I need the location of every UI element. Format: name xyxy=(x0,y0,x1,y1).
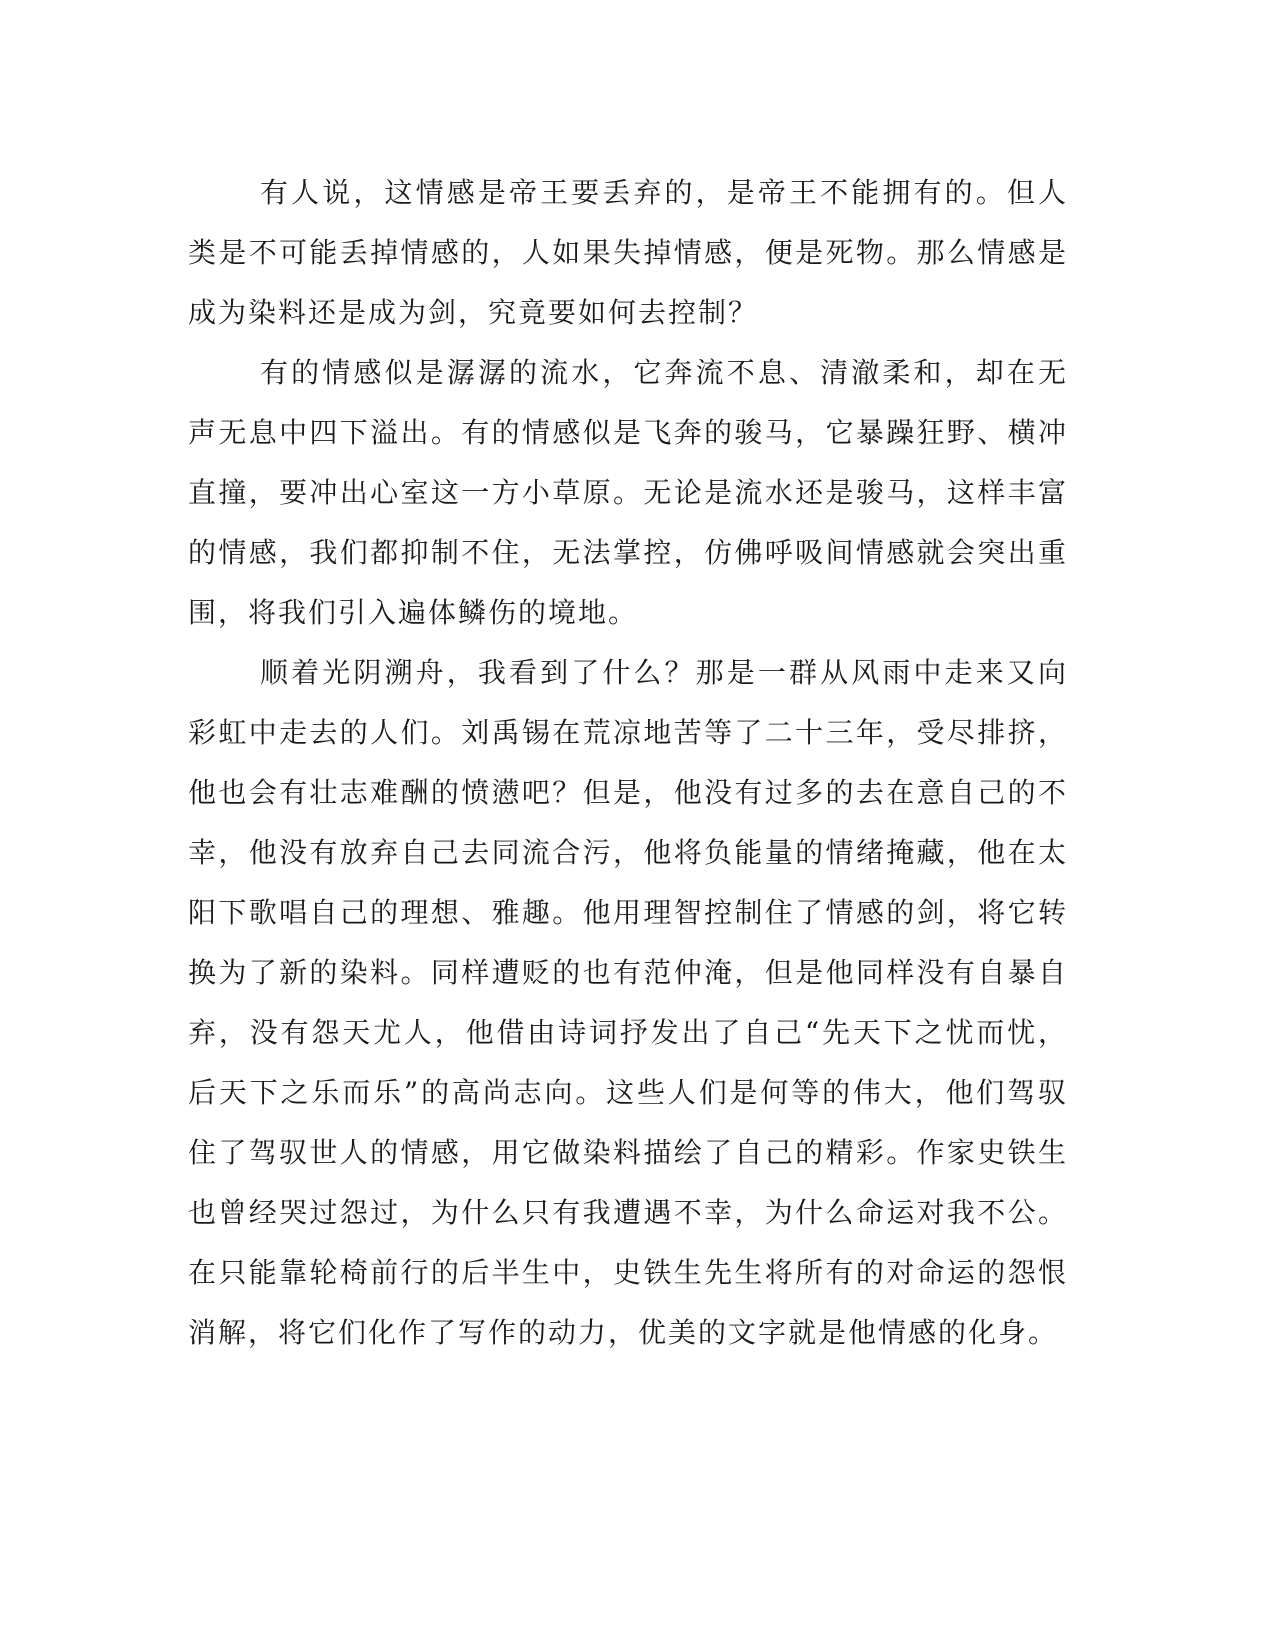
paragraph-3: 顺着光阴溯舟，我看到了什么？那是一群从风雨中走来又向彩虹中走去的人们。刘禹锡在荒凉地苦等了二十三年，受尽排挤，他也会有壮志难酬的愤懑吧？但是，他没有过多的去在意自己的不幸，他没有放弃自己去同流合污，他将负能量的情绪掩藏，他在太阳下歌唱自己的理想、雅趣。他用理智控制住了情感的剑，将它转换为了新的染料。同样遭贬的也有范仲淹，但是他同样没有自暴自弃，没有怨天尤人，他借由诗词抒发出了自己“先天下之忧而忧，后天下之乐而乐”的高尚志向。这些人们是何等的伟大，他们驾驭住了驾驭世人的情感，用它做染料描绘了自己的精彩。作家史铁生也曾经哭过怨过，为什么只有我遭遇不幸，为什么命运对我不公。在只能靠轮椅前行的后半生中，史铁生先生将所有的对命运的怨恨消解，将它们化作了写作的动力，优美的文字就是他情感的化身。 xyxy=(188,656,1068,1349)
paragraph-1: 有人说，这情感是帝王要丢弃的，是帝王不能拥有的。但人类是不可能丢掉情感的，人如果失掉情感，便是死物。那么情感是成为染料还是成为剑，究竟要如何去控制？ xyxy=(188,176,1068,329)
paragraph-2: 有的情感似是潺潺的流水，它奔流不息、清澈柔和，却在无声无息中四下溢出。有的情感似是飞奔的骏马，它暴躁狂野、横冲直撞，要冲出心室这一方小草原。无论是流水还是骏马，这样丰富的情感，我们都抑制不住，无法掌控，仿佛呼吸间情感就会突出重围，将我们引入遍体鳞伤的境地。 xyxy=(188,356,1068,629)
document-body xyxy=(188,163,1068,1363)
